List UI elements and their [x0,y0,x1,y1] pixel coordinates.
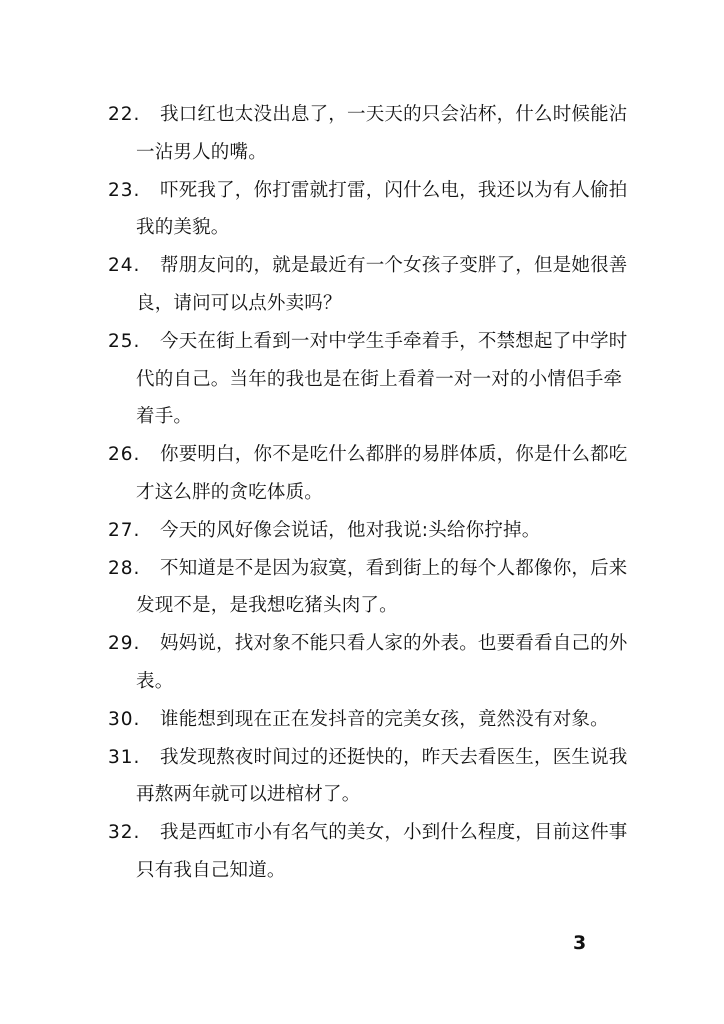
item-number: 31. [108,746,141,768]
item-number: 27. [108,519,141,541]
list-item [110,512,630,550]
item-number: 22. [108,104,141,125]
item-text: 吓死我了，你打雷就打雷，闪什么电，我还以为有人偷拍我的美貌。 [136,179,628,239]
page-number: 3 [573,932,587,954]
list-item [110,436,630,512]
item-text: 帮朋友问的，就是最近有一个女孩子变胖了，但是她很善良，请问可以点外卖吗？ [136,255,628,314]
item-text: 妈妈说，找对象不能只看人家的外表。也要看看自己的外表。 [136,633,628,692]
item-text: 我发现熬夜时间过的还挺快的，昨天去看医生，医生说我再熬两年就可以进棺材了。 [136,746,628,806]
item-text: 不知道是不是因为寂寞，看到街上的每个人都像你，后来发现不是，是我想吃猪头肉了。 [136,557,628,617]
item-number: 29. [108,633,141,655]
list-item [110,814,630,890]
item-number: 23. [108,179,141,201]
list-item [110,323,630,436]
item-text: 今天的风好像会说话，他对我说:头给你拧掉。 [160,519,541,541]
list-item [110,96,630,172]
list-item [110,625,630,701]
item-number: 28. [108,557,141,579]
list-item [110,550,630,626]
list-item [110,247,630,323]
list-item [110,701,630,739]
item-number: 26. [108,444,141,466]
item-number: 24. [108,255,141,277]
item-text: 我是西虹市小有名气的美女，小到什么程度，目前这件事只有我自己知道。 [136,822,628,881]
item-number: 32. [108,822,141,844]
joke-list [110,96,630,890]
item-number: 25. [108,330,141,352]
list-item [110,172,630,248]
item-text: 今天在街上看到一对中学生手牵着手，不禁想起了中学时代的自己。当年的我也是在街上看着一对一对的小情侣手牵着手。 [136,330,628,428]
item-text: 谁能想到现在正在发抖音的完美女孩，竟然没有对象。 [160,708,609,730]
list-item [110,739,630,815]
item-text: 你要明白，你不是吃什么都胖的易胖体质，你是什么都吃才这么胖的贪吃体质。 [136,444,628,503]
item-text: 我口红也太没出息了，一天天的只会沾杯，什么时候能沾一沾男人的嘴。 [136,104,628,163]
item-number: 30. [108,708,141,730]
